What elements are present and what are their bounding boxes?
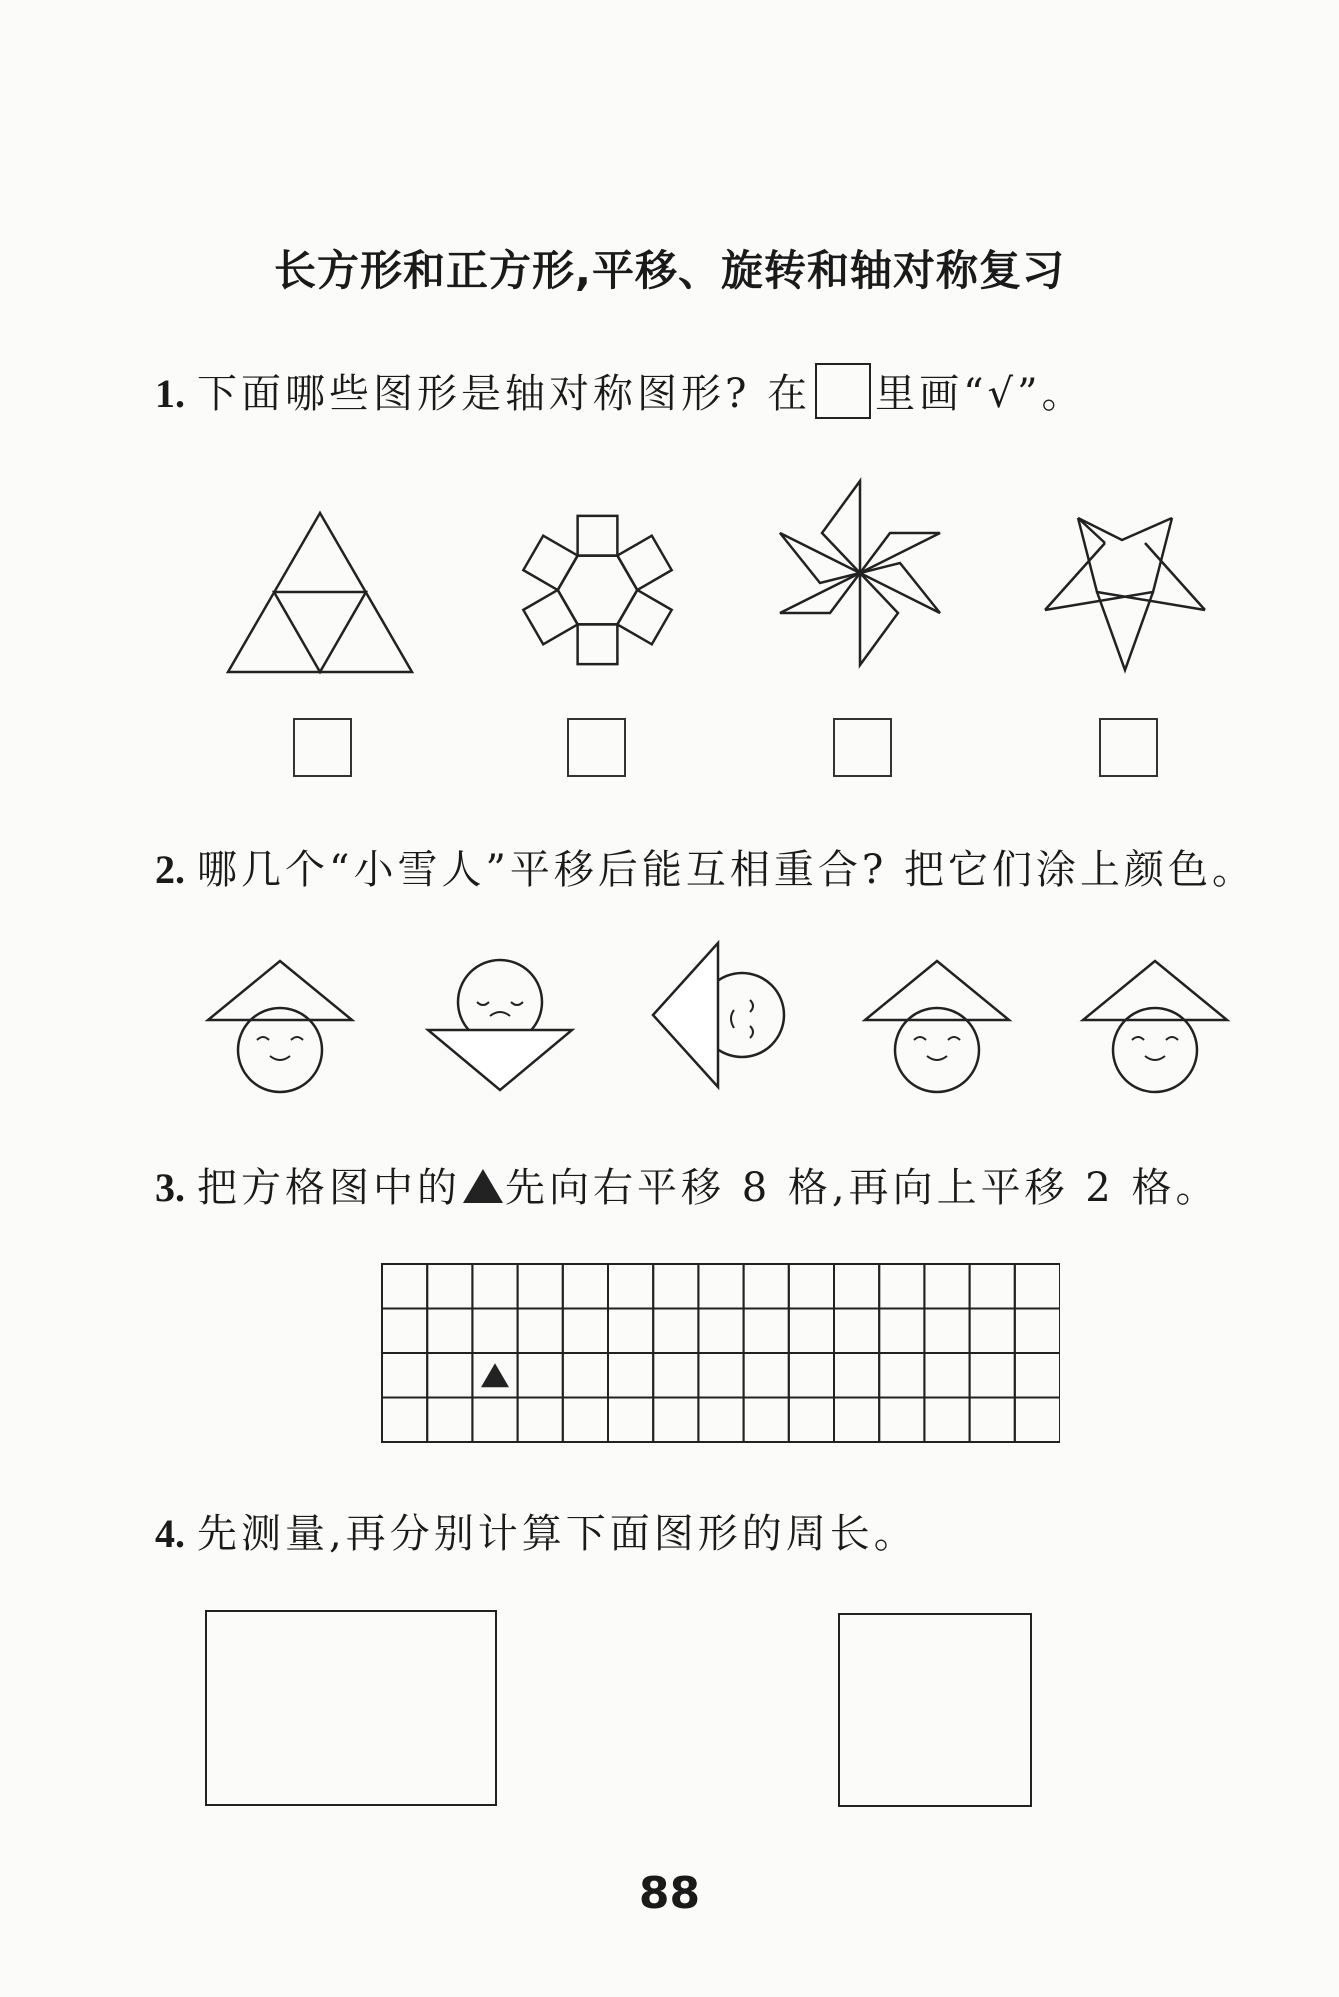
grid-cell[interactable] (653, 1264, 698, 1309)
grid-cell[interactable] (1015, 1353, 1060, 1398)
hexagon-squares-figure (510, 505, 685, 675)
grid-cell[interactable] (653, 1353, 698, 1398)
answer-box-2[interactable] (567, 718, 626, 777)
grid-cell[interactable] (879, 1264, 924, 1309)
grid-cell[interactable] (472, 1264, 517, 1309)
grid-cell[interactable] (879, 1309, 924, 1354)
grid-cell[interactable] (970, 1398, 1015, 1443)
grid-cell[interactable] (698, 1309, 743, 1354)
grid-cell[interactable] (970, 1264, 1015, 1309)
grid-cell[interactable] (879, 1353, 924, 1398)
grid-cell[interactable] (563, 1353, 608, 1398)
question-3-text-before: 把方格图中的 (197, 1165, 461, 1211)
grid-cell[interactable] (924, 1398, 969, 1443)
answer-box-4[interactable] (1099, 718, 1158, 777)
grid-cell[interactable] (970, 1353, 1015, 1398)
question-4-text: 先测量,再分别计算下面图形的周长。 (197, 1511, 918, 1557)
grid-cell[interactable] (924, 1309, 969, 1354)
grid-cell[interactable] (653, 1309, 698, 1354)
page-title: 长方形和正方形,平移、旋转和轴对称复习 (274, 246, 1065, 295)
grid-cell[interactable] (608, 1353, 653, 1398)
triangle-figure (225, 510, 415, 675)
grid-cell[interactable] (698, 1353, 743, 1398)
pinwheel-figure (775, 478, 945, 668)
question-3-text-after: 先向右平移 8 格,再向上平移 2 格。 (505, 1165, 1220, 1211)
snowman-1[interactable] (205, 958, 355, 1093)
grid-cell[interactable] (834, 1398, 879, 1443)
grid-cell[interactable] (789, 1264, 834, 1309)
page-number: 88 (638, 1868, 701, 1919)
grid-cell[interactable] (789, 1309, 834, 1354)
grid-cell[interactable] (744, 1309, 789, 1354)
grid-cell[interactable] (1015, 1309, 1060, 1354)
grid-cell[interactable] (834, 1309, 879, 1354)
grid-cell[interactable] (608, 1309, 653, 1354)
triangle-icon (463, 1169, 503, 1203)
grid-triangle-icon (481, 1363, 509, 1387)
grid-cell[interactable] (924, 1353, 969, 1398)
grid-cell[interactable] (472, 1309, 517, 1354)
grid-cell[interactable] (698, 1398, 743, 1443)
answer-box-1[interactable] (293, 718, 352, 777)
grid-cell[interactable] (879, 1398, 924, 1443)
snowman-2[interactable] (425, 958, 575, 1093)
grid-cell[interactable] (744, 1264, 789, 1309)
grid-cell[interactable] (970, 1309, 1015, 1354)
question-3 (155, 1156, 1219, 1213)
question-1 (155, 362, 1086, 419)
snowman-4[interactable] (862, 958, 1012, 1093)
question-1-text-after: 里画“√”。 (875, 371, 1086, 417)
grid-cell[interactable] (427, 1309, 472, 1354)
grid-cell[interactable] (472, 1398, 517, 1443)
grid-cell[interactable] (518, 1309, 563, 1354)
question-2-number: 2. (155, 847, 185, 892)
grid-cell[interactable] (382, 1309, 427, 1354)
grid-cell[interactable] (518, 1264, 563, 1309)
question-1-text-before: 下面哪些图形是轴对称图形? 在 (197, 371, 812, 417)
grid-cell[interactable] (834, 1353, 879, 1398)
grid-cell[interactable] (427, 1398, 472, 1443)
snowman-5[interactable] (1080, 958, 1230, 1093)
grid-cell[interactable] (563, 1264, 608, 1309)
grid-cell[interactable] (563, 1309, 608, 1354)
grid-cell[interactable] (744, 1398, 789, 1443)
grid-cell[interactable] (382, 1398, 427, 1443)
square-grid[interactable] (380, 1262, 1060, 1448)
grid-cell[interactable] (698, 1264, 743, 1309)
star-figure (1040, 505, 1210, 675)
grid-svg[interactable] (380, 1262, 1060, 1444)
grid-cell[interactable] (608, 1398, 653, 1443)
square-figure (838, 1613, 1032, 1807)
grid-cell[interactable] (427, 1353, 472, 1398)
grid-cell[interactable] (744, 1353, 789, 1398)
grid-cell[interactable] (518, 1398, 563, 1443)
grid-cell[interactable] (834, 1264, 879, 1309)
grid-cell[interactable] (1015, 1264, 1060, 1309)
question-3-number: 3. (155, 1165, 185, 1210)
grid-cell[interactable] (518, 1353, 563, 1398)
answer-box-3[interactable] (833, 718, 892, 777)
inline-answer-box-icon (815, 363, 871, 419)
question-4 (155, 1502, 918, 1559)
question-1-number: 1. (155, 371, 185, 416)
grid-cell[interactable] (382, 1353, 427, 1398)
grid-cell[interactable] (427, 1264, 472, 1309)
question-2 (155, 838, 1256, 895)
grid-cell[interactable] (789, 1353, 834, 1398)
grid-cell[interactable] (924, 1264, 969, 1309)
grid-cell[interactable] (382, 1264, 427, 1309)
grid-cell[interactable] (789, 1398, 834, 1443)
grid-cell[interactable] (563, 1398, 608, 1443)
grid-cell[interactable] (653, 1398, 698, 1443)
question-2-text: 哪几个“小雪人”平移后能互相重合? 把它们涂上颜色。 (197, 847, 1257, 893)
grid-cell[interactable] (1015, 1398, 1060, 1443)
grid-cell[interactable] (608, 1264, 653, 1309)
rectangle-figure (205, 1610, 497, 1806)
snowman-3[interactable] (650, 940, 790, 1090)
question-4-number: 4. (155, 1511, 185, 1556)
